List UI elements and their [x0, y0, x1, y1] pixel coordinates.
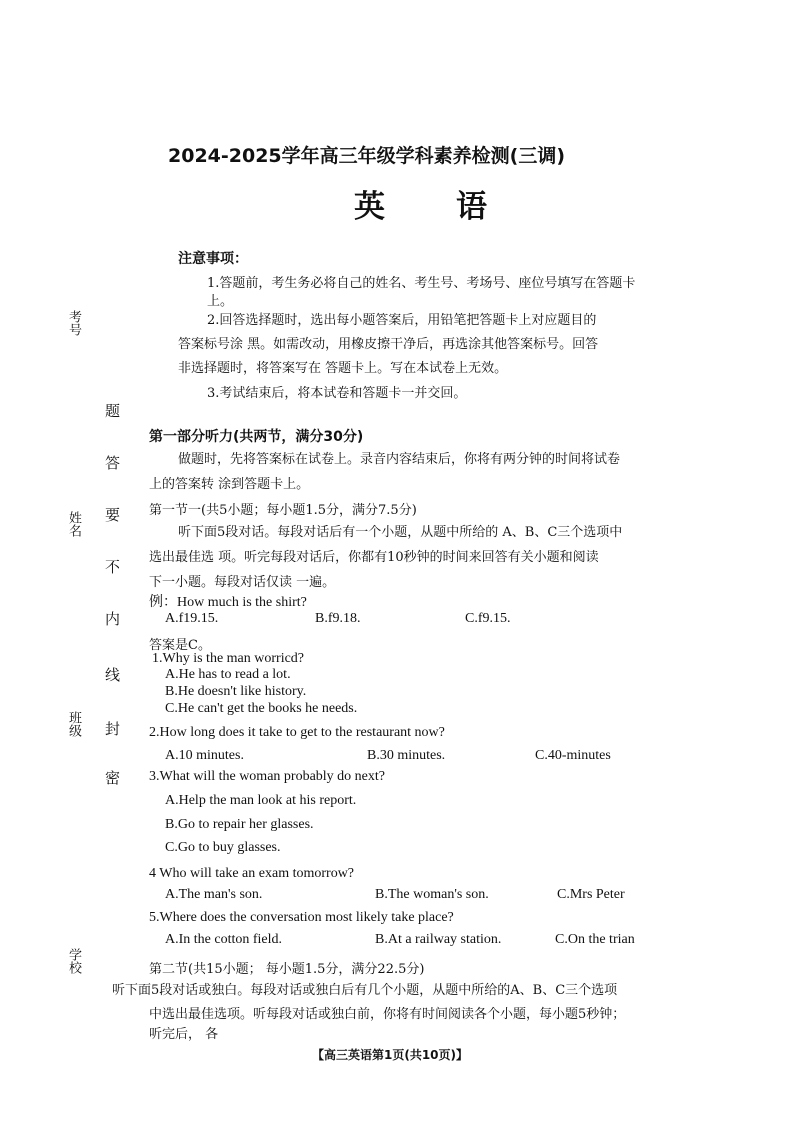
section1-heading: 第一节一(共5小题；每小题1.5分，满分7.5分): [149, 503, 417, 518]
section2-line2: 中选出最佳选项。听每段对话或独白前，你将有时间阅读各个小题，每小题5秒钟；: [149, 1007, 626, 1022]
part1-intro-line2: 上的答案转 涂到答题卡上。: [149, 477, 310, 492]
margin-label-banji: 班级: [66, 711, 81, 737]
section1-line2: 选出最佳选 项。听完每段对话后，你都有10秒钟的时间来回答有关小题和阅读: [149, 550, 599, 565]
question-1: 1.Why is the man worricd?: [152, 651, 305, 666]
notice-item2-line3: 非选择题时，将答案写在 答题卡上。写在本试卷上无效。: [178, 361, 508, 376]
question-5-option-c: C.On the trian: [555, 932, 635, 947]
notice-item1-line1: 1.答题前，考生务必将自己的姓名、考生号、考场号、座位号填写在答题卡: [207, 276, 636, 291]
seal-char: 题: [105, 402, 121, 420]
subject-char-1: 英: [354, 189, 385, 225]
question-4: 4 Who will take an exam tomorrow?: [149, 866, 355, 881]
question-3-option-c: C.Go to buy glasses.: [165, 840, 281, 855]
margin-label-kaohao: 考号: [66, 310, 81, 336]
page-footer: 【高三英语第1页(共10页)】: [312, 1048, 469, 1062]
seal-char: 内: [105, 610, 121, 628]
example-answer: 答案是C。: [149, 638, 211, 653]
part1-heading: 第一部分听力(共两节，满分30分): [149, 429, 364, 445]
notice-item3: 3.考试结束后，将本试卷和答题卡一并交回。: [207, 386, 467, 401]
question-1-option-b: B.He doesn't like history.: [165, 684, 307, 699]
section1-line1: 听下面5段对话。每段对话后有一个小题，从题中所给的 A、B、C三个选项中: [178, 525, 623, 540]
question-5-option-b: B.At a railway station.: [375, 932, 502, 947]
section1-line3: 下一小题。每段对话仅读 一遍。: [149, 575, 336, 590]
section2-line1: 听下面5段对话或独白。每段对话或独白后有几个小题，从题中所给的A、B、C三个选项: [112, 983, 618, 998]
notice-item2-line2: 答案标号涂 黑。如需改动，用橡皮擦干净后，再选涂其他答案标号。回答: [178, 337, 599, 352]
notice-item1-line2: 上。: [207, 294, 234, 309]
question-4-option-b: B.The woman's son.: [375, 887, 489, 902]
example-option-c: C.f9.15.: [465, 611, 511, 626]
seal-char: 要: [105, 506, 121, 524]
question-5: 5.Where does the conversation most likely take place?: [149, 910, 454, 925]
margin-label-xuexiao: 学校: [66, 948, 81, 974]
question-2-option-b: B.30 minutes.: [367, 748, 446, 763]
seal-char: 不: [105, 558, 121, 576]
question-1-option-c: C.He can't get the books he needs.: [165, 701, 358, 716]
part1-intro-line1: 做题时，先将答案标在试卷上。录音内容结束后，你将有两分钟的时间将试卷: [178, 452, 621, 467]
seal-char: 封: [105, 720, 121, 738]
question-2: 2.How long does it take to get to the restaurant now?: [149, 725, 445, 740]
question-1-option-a: A.He has to read a lot.: [165, 667, 291, 682]
section2-line3: 听完后， 各: [149, 1027, 219, 1042]
seal-char: 答: [105, 454, 121, 472]
page-title: 2024-2025学年高三年级学科素养检测(三调): [168, 145, 566, 167]
notice-heading: 注意事项：: [178, 251, 248, 267]
example-option-a: A.f19.15.: [165, 611, 219, 626]
question-2-option-a: A.10 minutes.: [165, 748, 244, 763]
example-question: 例：How much is the shirt?: [149, 595, 307, 610]
question-4-option-a: A.The man's son.: [165, 887, 263, 902]
margin-label-xingming: 姓名: [66, 511, 81, 537]
notice-item2-line1: 2.回答选择题时，选出每小题答案后，用铅笔把答题卡上对应题目的: [207, 313, 597, 328]
section2-heading: 第二节(共15小题； 每小题1.5分，满分22.5分): [149, 962, 425, 977]
subject-char-2: 语: [456, 189, 487, 225]
question-3-option-a: A.Help the man look at his report.: [165, 793, 357, 808]
question-3: 3.What will the woman probably do next?: [149, 769, 385, 784]
question-3-option-b: B.Go to repair her glasses.: [165, 817, 314, 832]
question-2-option-c: C.40-minutes: [535, 748, 611, 763]
question-4-option-c: C.Mrs Peter: [557, 887, 625, 902]
question-5-option-a: A.In the cotton field.: [165, 932, 283, 947]
example-option-b: B.f9.18.: [315, 611, 361, 626]
seal-char: 密: [105, 769, 121, 787]
seal-char: 线: [105, 666, 121, 684]
